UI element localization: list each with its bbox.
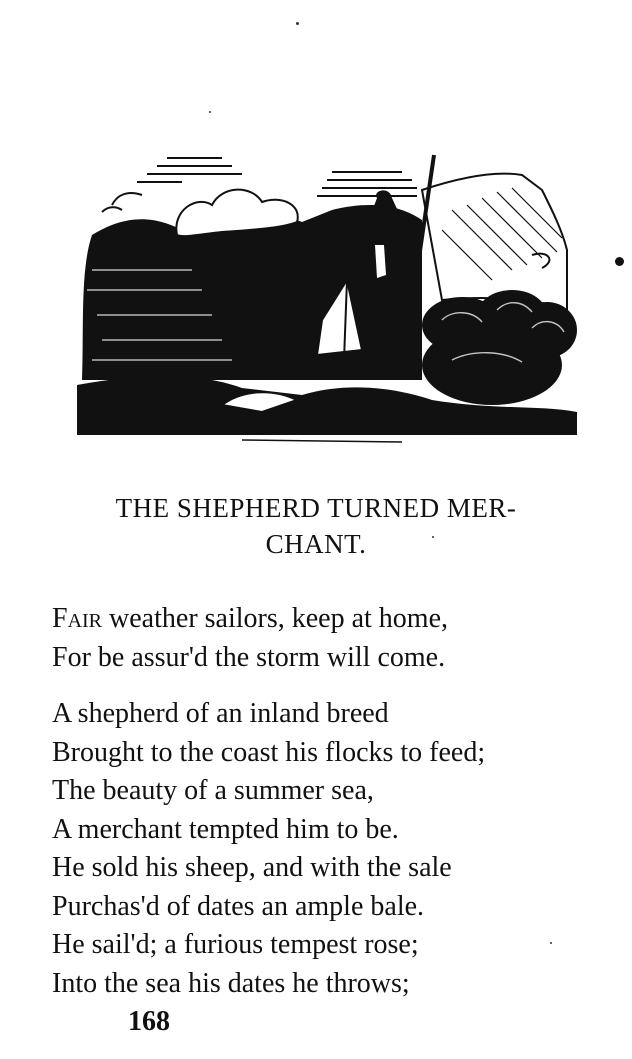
stanza-line: Brought to the coast his flocks to feed;: [52, 736, 486, 768]
page-speck: [550, 942, 552, 944]
shepherd-merchant-illustration: [72, 150, 582, 450]
poem-title-line-1: THE SHEPHERD TURNED MER-: [115, 493, 517, 523]
moral-first-letter: F: [52, 603, 68, 634]
moral-line-1-rest: weather sailors, keep at home,: [102, 603, 449, 634]
poem-stanza: [52, 695, 485, 1003]
stanza-line: The beauty of a summer sea,: [52, 775, 374, 806]
moral-line-1: [52, 600, 448, 639]
stanza-line: Purchas'd of dates an ample bale.: [52, 890, 425, 922]
moral-couplet: [52, 600, 448, 677]
moral-line-2: For be assur'd the storm will come.: [52, 641, 446, 673]
moral-first-word-rest: air: [67, 603, 103, 634]
page-speck: [296, 22, 299, 25]
page-speck: [615, 257, 624, 266]
poem-title-line-2: CHANT.: [265, 529, 367, 559]
stanza-line: He sold his sheep, and with the sale: [52, 852, 452, 883]
poem-title: [0, 490, 632, 562]
stanza-line: Into the sea his dates he throws;: [52, 967, 410, 999]
stanza-line: He sail'd; a furious tempest rose;: [52, 929, 419, 960]
page-speck: [209, 111, 211, 113]
page-number: 168: [128, 1006, 170, 1037]
stanza-line: A merchant tempted him to be.: [52, 813, 399, 845]
stanza-line: A shepherd of an inland breed: [52, 698, 389, 729]
